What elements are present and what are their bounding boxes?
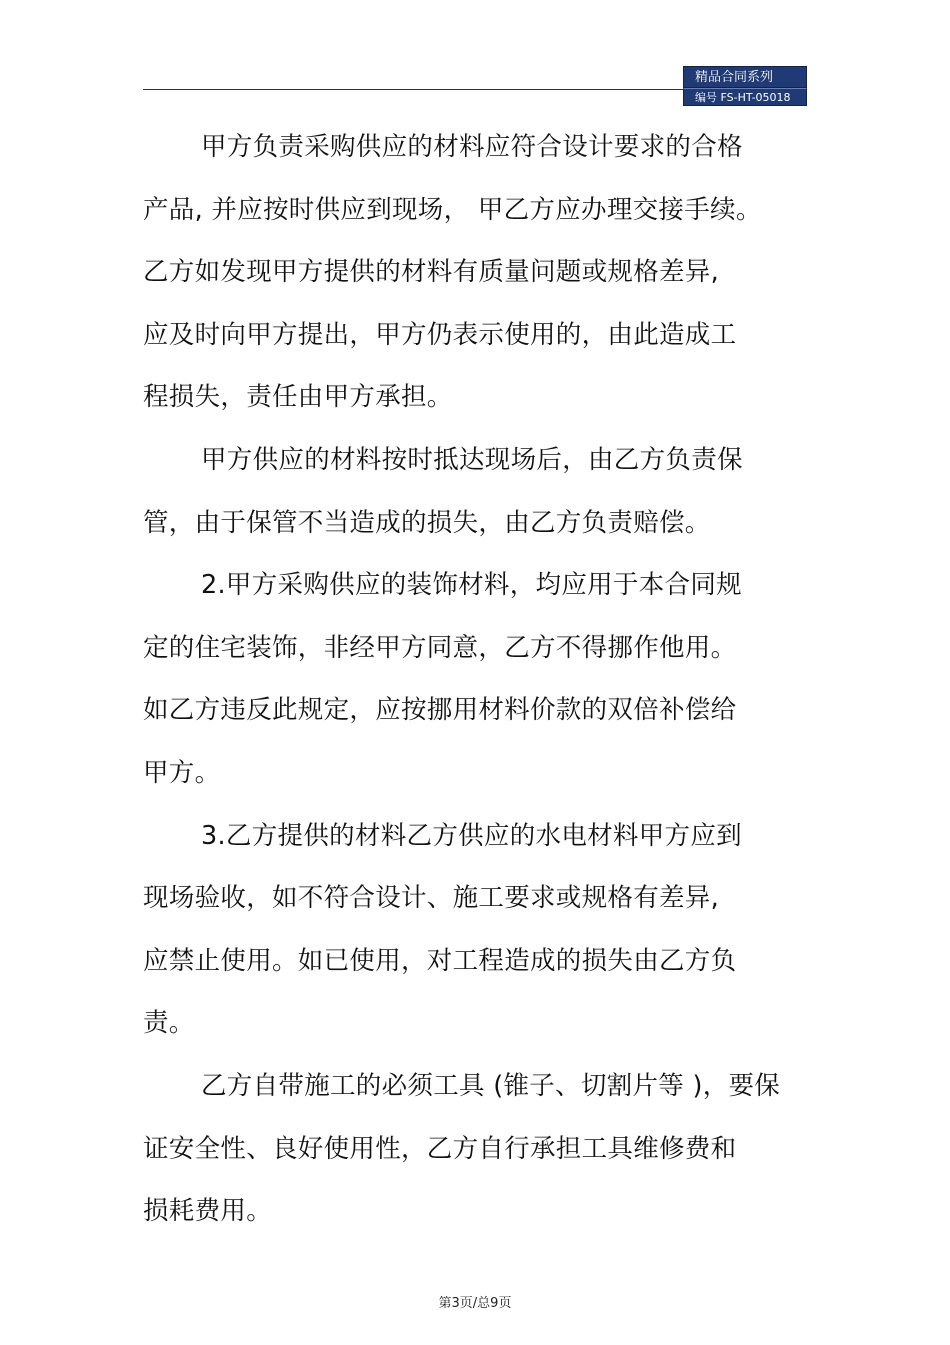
paragraph-line: 甲方负责采购供应的材料应符合设计要求的合格	[201, 132, 743, 162]
paragraph-line: 甲方供应的材料按时抵达现场后，由乙方负责保	[201, 444, 743, 475]
paragraph-line: 证安全性、良好使用性，乙方自行承担工具维修费和	[143, 1133, 737, 1164]
header-rule	[143, 89, 683, 90]
paragraph-line: 3.乙方提供的材料乙方供应的水电材料甲方应到	[201, 820, 742, 851]
paragraph-line: 应及时向甲方提出，甲方仍表示使用的，由此造成工	[143, 319, 737, 350]
document-code: 编号 FS-HT-05018	[683, 88, 807, 106]
document-body	[143, 116, 783, 1243]
series-label: 精品合同系列	[683, 66, 807, 88]
paragraph-line: 应禁止使用。如已使用，对工程造成的损失由乙方负	[143, 945, 737, 976]
paragraph-line: 甲方。	[143, 757, 221, 788]
series-badge	[683, 66, 807, 106]
paragraph-line: 2.甲方采购供应的装饰材料，均应用于本合同规	[201, 570, 742, 601]
paragraph-line: 现场验收，如不符合设计、施工要求或规格有差异,	[143, 883, 720, 914]
page-indicator: 第3页/总9页	[438, 1296, 512, 1311]
paragraph-line: 程损失，责任由甲方承担。	[143, 382, 453, 413]
paragraph-line: 乙方如发现甲方提供的材料有质量问题或规格差异,	[143, 257, 720, 288]
paragraph-line: 如乙方违反此规定，应按挪用材料价款的双倍补偿给	[143, 695, 737, 726]
paragraph-line: 乙方自带施工的必须工具 (锥子、切割片等 )，要保	[201, 1070, 781, 1101]
paragraph-line: 管，由于保管不当造成的损失，由乙方负责赔偿。	[143, 507, 711, 538]
paragraph-line: 损耗费用。	[143, 1196, 273, 1227]
paragraph-line: 产品, 并应按时供应到现场， 甲乙方应办理交接手续。	[143, 194, 762, 225]
paragraph-line: 定的住宅装饰，非经甲方同意，乙方不得挪作他用。	[143, 632, 737, 663]
paragraph-line: 责。	[143, 1008, 195, 1039]
